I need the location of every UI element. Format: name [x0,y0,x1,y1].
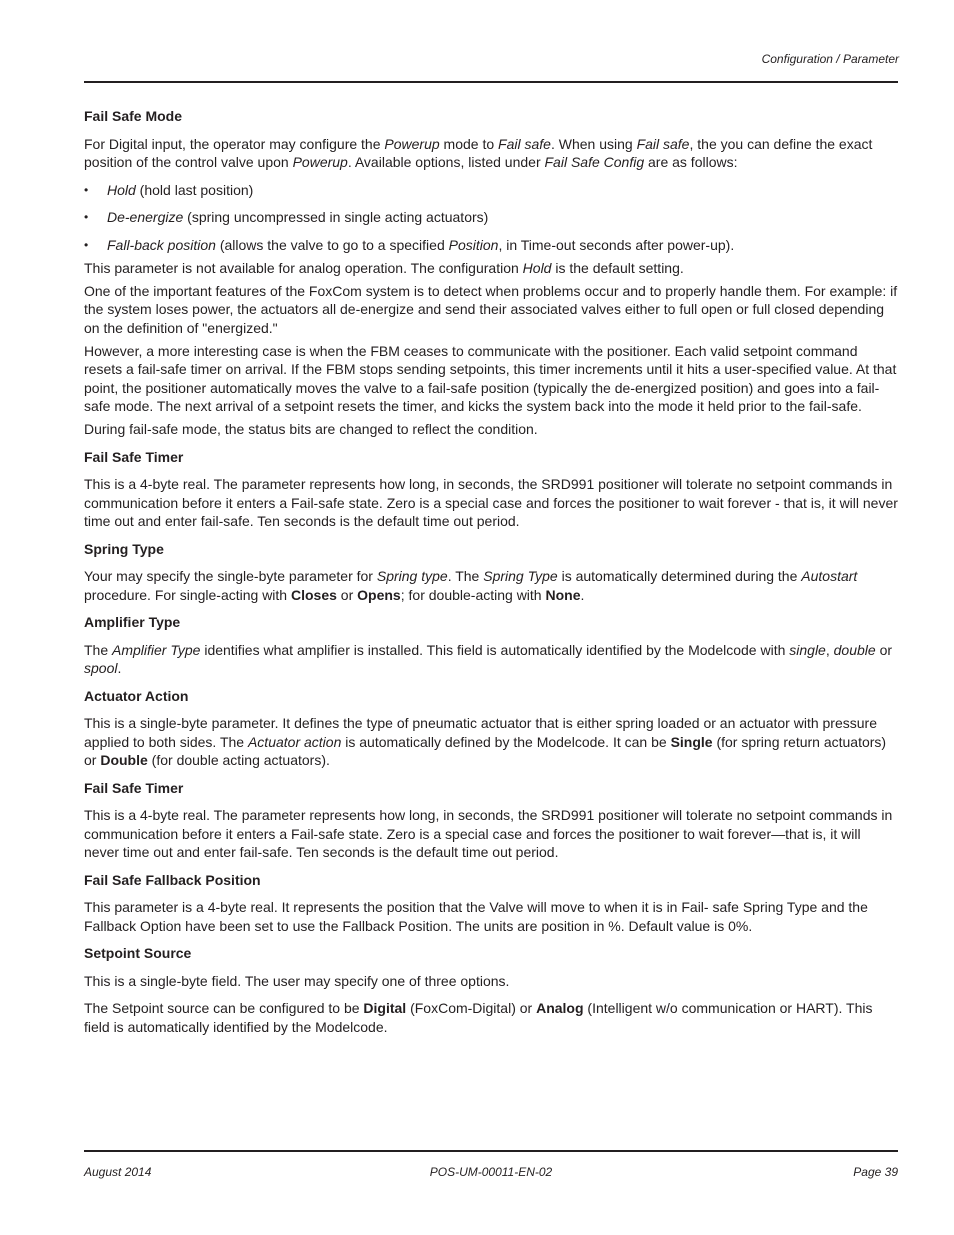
text-run: ; for double-acting with [400,586,546,603]
bold-term: Closes [291,586,337,603]
text-run: (allows the valve to go to a specified [215,236,449,253]
text-run: However, a more interesting case is when the FBM ceases to communicate with the positioner. Each valid setpoint command resets a fail-safe timer on arrival. If the FBM stops sending setpoints, this timer increments until it hits a user-specified value. At that point, the positioner automatically moves the valve to a fail-safe position (typically the de-energized position) and goes into a fail-safe mode. The next arrival of a setpoint resets the timer, and kicks the system back into the mode it held prior to the fail-safe. [84,342,897,414]
text-run: , in Time-out seconds after power-up). [498,236,735,253]
text-run: . [117,660,122,676]
text-run: During fail-safe mode, the status bits are changed to reflect the condition. [84,421,538,437]
italic-term: Spring type [376,568,448,584]
paragraph [84,898,898,935]
text-run: The Setpoint source can be configured to be [84,1000,364,1016]
italic-term: Hold [522,259,552,276]
italic-term: Powerup [292,154,348,170]
text-run: This is a single-byte parameter. It defines the type of pneumatic actuator that is either spring loaded or an actuator with pressure applied to both sides. The [84,715,877,750]
paragraph [84,641,898,678]
text-run: (FoxCom-Digital) or [406,1000,537,1016]
fail-safe-options-list [84,181,898,255]
running-header: Configuration / Parameter [761,52,899,66]
text-run: (Intelligent w/o communication or HART). This field is automatically identified by the Modelcode. [84,1000,873,1035]
text-run: . Available options, listed under [347,154,545,170]
text-run: (spring uncompressed in single acting actuators) [183,209,489,225]
text-run: The [84,641,113,658]
bold-term: Opens [357,586,401,603]
italic-term: Actuator action [247,733,342,750]
section-title-setpoint-source: Setpoint Source [84,945,192,961]
section-title-actuator-action: Actuator Action [84,687,189,704]
paragraph [84,806,898,862]
text-run: . The [447,568,484,584]
text-run: is automatically defined by the Modelcode. It can be [341,733,671,750]
section-title-spring-type: Spring Type [84,540,164,557]
bold-term: Double [100,752,148,768]
section-title-amplifier-type: Amplifier Type [84,614,181,630]
section-title-fail-safe-timer: Fail Safe Timer [84,448,184,465]
italic-term: Fail safe [498,135,551,152]
section-title-fail-safe-timer: Fail Safe Timer [84,779,184,796]
page-content [84,107,898,1041]
text-run: . [580,586,585,603]
text-run: . When using [550,135,637,152]
paragraph [84,282,898,338]
footer-document-id: POS-UM-00011-EN-02 [429,1165,553,1179]
bold-term: Single [670,733,713,750]
paragraph [84,420,898,439]
italic-term: Fall-back position [107,236,216,253]
footer-rule [84,1150,898,1152]
italic-term: Fail Safe Config [544,154,645,170]
bold-term: Digital [363,1000,407,1016]
text-run: is automatically determined during the [557,568,802,584]
text-run: This parameter is a 4-byte real. It represents the position that the Valve will move to when it is in Fail- safe Spring Type and the Fallback Option have been set to use the Fallback Position. The units are position in %. Default value is 0%. [84,899,868,934]
text-run: This is a 4-byte real. The parameter represents how long, in seconds, the SRD991 positioner will tolerate no setpoint commands in communication before it enters a Fail-safe state. Zero is a special case and forces the positioner to wait forever—that is, it will never time out and enter fail-safe. Ten seconds is the default time out period. [84,807,893,860]
paragraph [84,259,898,278]
paragraph [84,342,898,416]
section-title-fail-safe-fallback-position: Fail Safe Fallback Position [84,871,261,888]
italic-term: double [833,641,876,658]
paragraph [84,135,898,172]
list-item [84,236,898,255]
text-run: identifies what amplifier is installed. This field is automatically identified by the Modelcode with [200,641,790,658]
text-run: (for double acting actuators). [147,752,330,768]
text-run: Your may specify the single-byte parameter for [84,568,377,584]
text-run: This is a 4-byte real. The parameter represents how long, in seconds, the SRD991 positioner will tolerate no setpoint commands in communication before it enters a Fail-safe state. Zero is a special case and forces the positioner to wait forever - that is, it will never time out and enter fail-safe. Ten seconds is the default time out period. [84,476,898,529]
text-run: , the you can define the exact position of the control valve upon [84,135,873,170]
bold-term: Analog [536,1000,584,1016]
bold-term: None [545,586,581,603]
italic-term: Amplifier Type [112,641,201,658]
paragraph [84,999,898,1036]
text-run: This parameter is not available for analog operation. The configuration [84,259,523,276]
text-run: procedure. For single-acting with [84,586,291,603]
section-title-fail-safe-mode: Fail Safe Mode [84,108,183,124]
text-run: are as follows: [644,154,738,170]
text-run: or [875,641,893,658]
list-item [84,208,898,227]
paragraph [84,972,898,991]
italic-term: Position [448,236,499,253]
header-rule [84,81,898,83]
italic-term: Fail safe [636,135,690,152]
italic-term: Autostart [801,568,858,584]
italic-term: Hold [107,181,136,198]
italic-term: single [789,641,826,658]
footer-date: August 2014 [84,1165,152,1179]
italic-term: De-energize [107,209,184,225]
italic-term: Powerup [384,135,440,152]
text-run: is the default setting. [551,259,684,276]
text-run: (hold last position) [135,181,254,198]
text-run: This is a single-byte field. The user may specify one of three options. [84,972,510,989]
text-run: For Digital input, the operator may configure the [84,135,385,152]
italic-term: spool [84,660,118,676]
italic-term: Spring Type [483,568,558,584]
text-run: One of the important features of the FoxCom system is to detect when problems occur and to properly handle them. For example: if the system loses power, the actuators all de-energize and send their associated valves either to full open or full closed depending on the definition of "energized." [84,282,898,336]
paragraph [84,475,898,531]
text-run: or [336,586,358,603]
list-item [84,181,898,200]
paragraph [84,714,898,770]
text-run: , [825,641,834,658]
text-run: (for spring return actuators) or [84,733,887,768]
paragraph [84,567,898,604]
text-run: mode to [439,135,499,152]
footer-page-number: Page 39 [853,1165,898,1179]
